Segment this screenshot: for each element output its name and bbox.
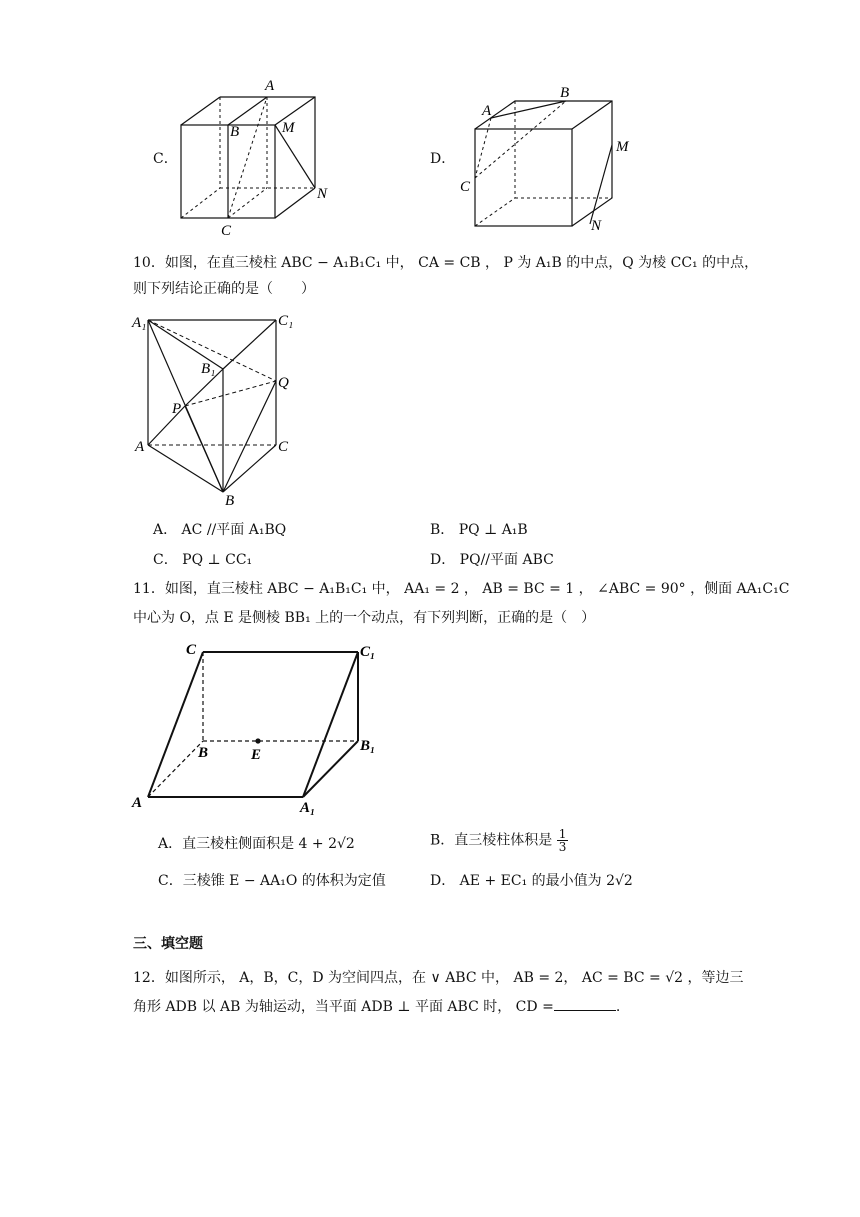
q11-label-b1: B₁ [360, 738, 376, 754]
q10-option-a: A． AC //平面 A₁BQ [153, 522, 287, 538]
q11-label-a: A [132, 795, 143, 811]
fig-d-label-c: C [460, 179, 471, 195]
q11-text-line1: 11．如图，直三棱柱 ABC − A₁B₁C₁ 中， AA₁ = 2 ， AB = BC = 1 ， ∠ABC = 90° ，侧面 AA₁C₁C [133, 581, 790, 597]
q11-label-b: B [198, 745, 209, 761]
option-c-label: C． [153, 151, 178, 167]
q10-label-q: Q [278, 375, 289, 391]
q11-label-e: E [251, 747, 262, 763]
q11-option-a: A．直三棱柱侧面积是 4 + 2√2 [158, 836, 355, 852]
q11-option-c: C．三棱锥 E − AA₁O 的体积为定值 [158, 873, 386, 889]
prism-figure-q11 [128, 635, 388, 815]
fig-d-label-b: B [560, 85, 570, 101]
q11-option-b [430, 828, 568, 853]
q11-option-b-text: B．直三棱柱体积是 [430, 832, 553, 849]
q11-text-line2: 中心为 O，点 E 是侧棱 BB₁ 上的一个动点，有下列判断，正确的是（ ） [133, 610, 596, 626]
q10-label-a1: A₁ [132, 315, 147, 331]
q12-text-line2-main: 角形 ADB 以 AB 为轴运动，当平面 ADB ⊥ 平面 ABC 时， CD = [133, 999, 554, 1015]
point-e [255, 738, 260, 743]
q10-label-c: C [278, 439, 289, 455]
q12-text-line2 [133, 996, 620, 1017]
answer-blank[interactable] [554, 996, 616, 1011]
q10-label-b1: B₁ [201, 361, 216, 377]
q10-label-p: P [172, 401, 182, 417]
section-title-fill-blank: 三、填空题 [133, 936, 203, 952]
cube-figure-c [170, 72, 340, 242]
fig-c-label-c: C [221, 223, 232, 239]
fig-d-label-n: N [591, 218, 602, 234]
fig-d-label-m: M [616, 139, 629, 155]
cube-figure-d [450, 78, 650, 238]
option-d-label: D． [430, 151, 456, 167]
q10-label-b: B [225, 493, 235, 509]
fig-c-label-n: N [317, 186, 328, 202]
q12-text-line1: 12．如图所示， A，B，C，D 为空间四点，在 ∨ ABC 中， AB = 2， AC = BC = √2 ，等边三 [133, 970, 744, 986]
fig-c-label-m: M [282, 120, 295, 136]
q10-option-b: B． PQ ⊥ A₁B [430, 522, 528, 538]
q11-label-c: C [186, 642, 197, 658]
q11-label-a1: A₁ [300, 800, 316, 815]
fraction-denominator: 3 [558, 840, 567, 854]
q12-text-end: . [615, 999, 621, 1015]
fig-d-label-a: A [482, 103, 492, 119]
q11-label-c1: C₁ [360, 644, 376, 660]
q10-option-d: D． PQ//平面 ABC [430, 552, 554, 568]
q11-option-d: D． AE + EC₁ 的最小值为 2√2 [430, 873, 633, 889]
fig-c-label-a: A [265, 78, 275, 94]
fraction-numerator: 1 [558, 827, 567, 841]
q10-text-line2: 则下列结论正确的是（ ） [133, 281, 315, 297]
fraction-one-third [557, 828, 569, 853]
q10-label-a: A [135, 439, 145, 455]
q10-label-c1: C₁ [278, 313, 294, 329]
prism-figure-q10 [128, 305, 308, 515]
q10-option-c: C． PQ ⊥ CC₁ [153, 552, 253, 568]
q10-text-line1: 10．如图，在直三棱柱 ABC − A₁B₁C₁ 中， CA = CB ， P 为 A₁B 的中点，Q 为棱 CC₁ 的中点， [133, 255, 759, 271]
fig-c-label-b: B [230, 124, 240, 140]
